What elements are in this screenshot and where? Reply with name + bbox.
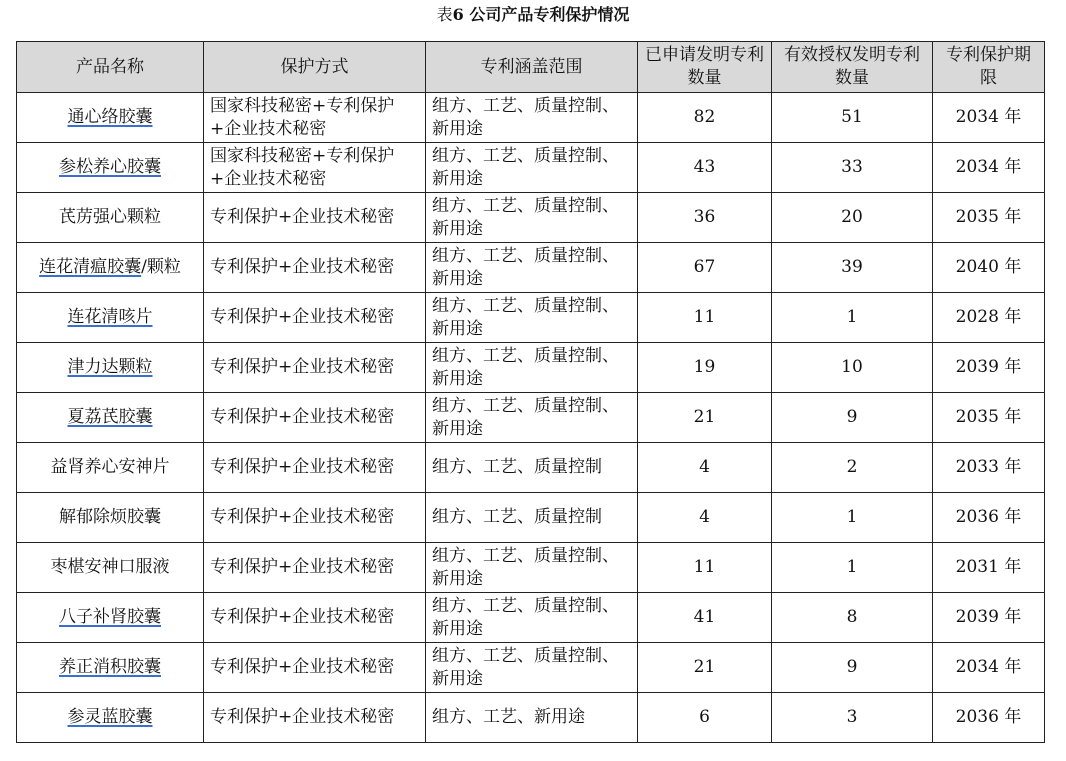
caption-prefix: 表	[436, 5, 453, 24]
granted-patents-cell: 33	[772, 143, 933, 193]
applied-patents-cell: 41	[638, 593, 772, 643]
protection-method-cell: 专利保护+企业技术秘密	[204, 393, 426, 443]
table-row	[17, 443, 1045, 493]
granted-patents-cell: 20	[772, 193, 933, 243]
patent-scope-cell: 组方、工艺、质量控制、新用途	[426, 593, 638, 643]
product-name-cell	[17, 543, 204, 593]
granted-patents-cell: 3	[772, 693, 933, 743]
product-name-cell	[17, 143, 204, 193]
header-product-name: 产品名称	[17, 42, 204, 93]
protection-term-cell: 2036 年	[933, 493, 1045, 543]
patent-scope-cell: 组方、工艺、质量控制	[426, 493, 638, 543]
caption-title: 公司产品专利保护情况	[469, 5, 630, 24]
product-name-cell	[17, 443, 204, 493]
applied-patents-cell: 4	[638, 443, 772, 493]
product-name-cell	[17, 343, 204, 393]
table-row	[17, 643, 1045, 693]
patent-scope-cell: 组方、工艺、质量控制、新用途	[426, 293, 638, 343]
header-applied-patents: 已申请发明专利数量	[638, 42, 772, 93]
table-row	[17, 393, 1045, 443]
applied-patents-cell: 6	[638, 693, 772, 743]
protection-term-cell: 2039 年	[933, 343, 1045, 393]
table-row	[17, 193, 1045, 243]
product-name-cell	[17, 93, 204, 143]
protection-method-cell: 国家科技秘密+专利保护+企业技术秘密	[204, 93, 426, 143]
protection-method-cell: 专利保护+企业技术秘密	[204, 493, 426, 543]
protection-method-cell: 专利保护+企业技术秘密	[204, 293, 426, 343]
patent-scope-cell: 组方、工艺、质量控制、新用途	[426, 343, 638, 393]
product-name-cell	[17, 393, 204, 443]
table-row	[17, 593, 1045, 643]
applied-patents-cell: 21	[638, 643, 772, 693]
protection-method-cell: 专利保护+企业技术秘密	[204, 543, 426, 593]
product-name-cell	[17, 243, 204, 293]
applied-patents-cell: 21	[638, 393, 772, 443]
header-patent-scope: 专利涵盖范围	[426, 42, 638, 93]
protection-term-cell: 2028 年	[933, 293, 1045, 343]
table-row	[17, 293, 1045, 343]
protection-method-cell: 专利保护+企业技术秘密	[204, 693, 426, 743]
protection-term-cell: 2033 年	[933, 443, 1045, 493]
product-name-text: 枣椹安神口服液	[50, 557, 170, 577]
table-body	[17, 93, 1045, 743]
patent-scope-cell: 组方、工艺、质量控制、新用途	[426, 243, 638, 293]
applied-patents-cell: 82	[638, 93, 772, 143]
patent-scope-cell: 组方、工艺、质量控制、新用途	[426, 93, 638, 143]
header-row	[17, 42, 1045, 93]
patent-scope-cell: 组方、工艺、质量控制、新用途	[426, 193, 638, 243]
header-protection-term: 专利保护期限	[933, 42, 1045, 93]
product-name-link[interactable]: 连花清瘟胶囊	[39, 257, 142, 277]
patent-scope-cell: 组方、工艺、质量控制、新用途	[426, 143, 638, 193]
patent-scope-cell: 组方、工艺、质量控制	[426, 443, 638, 493]
product-name-link[interactable]: 津力达颗粒	[67, 357, 153, 377]
product-name-cell	[17, 293, 204, 343]
protection-method-cell: 专利保护+企业技术秘密	[204, 243, 426, 293]
protection-term-cell: 2036 年	[933, 693, 1045, 743]
product-name-text: 解郁除烦胶囊	[59, 507, 161, 527]
table-row	[17, 543, 1045, 593]
table-row	[17, 143, 1045, 193]
product-name-link[interactable]: 养正消积胶囊	[59, 657, 161, 677]
table-row	[17, 343, 1045, 393]
protection-method-cell: 专利保护+企业技术秘密	[204, 593, 426, 643]
product-name-text: 益肾养心安神片	[50, 457, 170, 477]
granted-patents-cell: 8	[772, 593, 933, 643]
applied-patents-cell: 11	[638, 543, 772, 593]
patent-scope-cell: 组方、工艺、质量控制、新用途	[426, 393, 638, 443]
product-name-text: 芪苈强心颗粒	[59, 207, 161, 227]
product-name-cell	[17, 643, 204, 693]
caption-number: 6	[452, 5, 464, 24]
applied-patents-cell: 67	[638, 243, 772, 293]
product-name-cell	[17, 593, 204, 643]
product-name-cell	[17, 193, 204, 243]
applied-patents-cell: 4	[638, 493, 772, 543]
applied-patents-cell: 43	[638, 143, 772, 193]
table-row	[17, 243, 1045, 293]
table-row	[17, 693, 1045, 743]
protection-term-cell: 2040 年	[933, 243, 1045, 293]
protection-term-cell: 2031 年	[933, 543, 1045, 593]
protection-method-cell: 国家科技秘密+专利保护+企业技术秘密	[204, 143, 426, 193]
header-granted-patents: 有效授权发明专利数量	[772, 42, 933, 93]
product-name-text: /颗粒	[141, 257, 181, 277]
patent-protection-table	[16, 41, 1045, 743]
product-name-link[interactable]: 参灵蓝胶囊	[67, 707, 153, 727]
protection-term-cell: 2035 年	[933, 193, 1045, 243]
granted-patents-cell: 1	[772, 493, 933, 543]
patent-scope-cell: 组方、工艺、新用途	[426, 693, 638, 743]
patent-scope-cell: 组方、工艺、质量控制、新用途	[426, 543, 638, 593]
product-name-link[interactable]: 参松养心胶囊	[59, 157, 161, 177]
product-name-cell	[17, 693, 204, 743]
granted-patents-cell: 2	[772, 443, 933, 493]
granted-patents-cell: 10	[772, 343, 933, 393]
protection-method-cell: 专利保护+企业技术秘密	[204, 193, 426, 243]
granted-patents-cell: 1	[772, 293, 933, 343]
protection-term-cell: 2034 年	[933, 143, 1045, 193]
table-row	[17, 493, 1045, 543]
granted-patents-cell: 51	[772, 93, 933, 143]
table-caption	[0, 4, 1066, 26]
header-protection-method: 保护方式	[204, 42, 426, 93]
product-name-cell	[17, 493, 204, 543]
protection-method-cell: 专利保护+企业技术秘密	[204, 643, 426, 693]
protection-method-cell: 专利保护+企业技术秘密	[204, 443, 426, 493]
protection-term-cell: 2034 年	[933, 643, 1045, 693]
protection-term-cell: 2034 年	[933, 93, 1045, 143]
protection-method-cell: 专利保护+企业技术秘密	[204, 343, 426, 393]
applied-patents-cell: 36	[638, 193, 772, 243]
applied-patents-cell: 19	[638, 343, 772, 393]
granted-patents-cell: 9	[772, 393, 933, 443]
applied-patents-cell: 11	[638, 293, 772, 343]
granted-patents-cell: 1	[772, 543, 933, 593]
product-name-link[interactable]: 八子补肾胶囊	[59, 607, 161, 627]
protection-term-cell: 2039 年	[933, 593, 1045, 643]
product-name-link[interactable]: 连花清咳片	[67, 307, 153, 327]
patent-scope-cell: 组方、工艺、质量控制、新用途	[426, 643, 638, 693]
protection-term-cell: 2035 年	[933, 393, 1045, 443]
product-name-link[interactable]: 通心络胶囊	[67, 107, 153, 127]
product-name-link[interactable]: 夏荔芪胶囊	[67, 407, 153, 427]
granted-patents-cell: 9	[772, 643, 933, 693]
granted-patents-cell: 39	[772, 243, 933, 293]
table-row	[17, 93, 1045, 143]
